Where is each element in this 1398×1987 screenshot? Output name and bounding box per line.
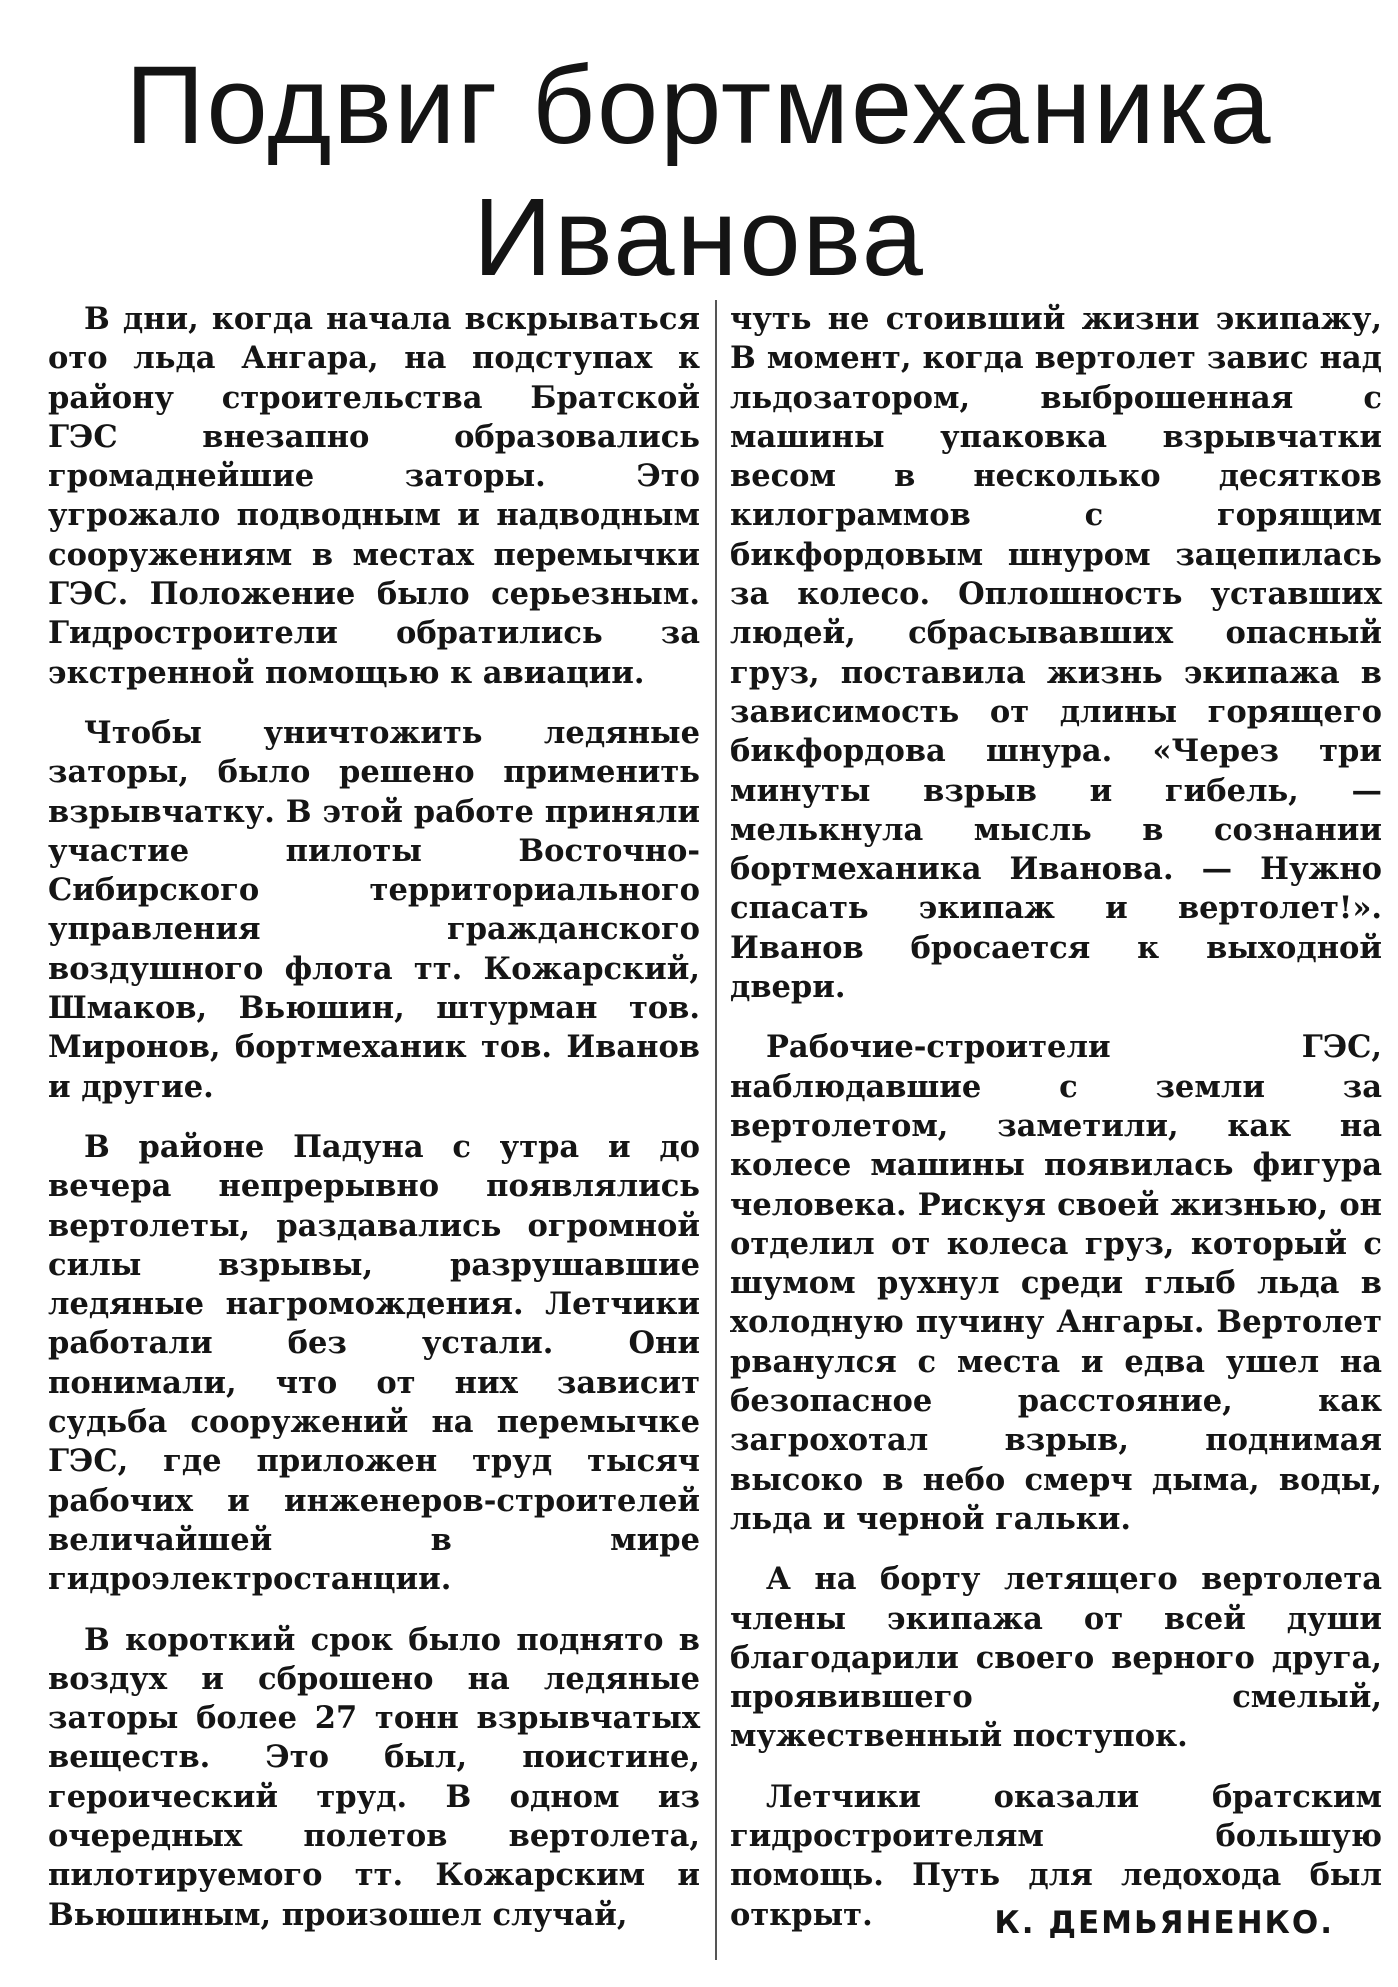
paragraph-3: В районе Падуна с утра и до вечера непрерывно появлялись вертолеты, раздавались огромной силы взрывы, разрушавшие ледяные нагромождения. Летчики работали без устали. Они понимали, что от них зависит судьба сооружений на перемычке ГЭС, где приложен труд тысяч рабочих и инженеров-строителей величайшей в мире гидроэлектростанции.	[48, 1128, 700, 1598]
article-title: Подвиг бортмеханика Иванова	[125, 44, 1273, 299]
paragraph-6: Рабочие-строители ГЭС, наблюдавшие с земли за вертолетом, заметили, как на колесе машины появилась фигура человека. Рискуя своей жизнью, он отделил от колеса груз, который с шумом рухнул среди глыб льда в холодную пучину Ангары. Вертолет рванулся с места и едва ушел на безопасное расстояние, как загрохотал взрыв, поднимая высоко в небо смерч дыма, воды, льда и черной гальки.	[730, 1029, 1382, 1537]
paragraph-2: Чтобы уничтожить ледяные заторы, было решено применить взрывчатку. В этой работе приняли участие пилоты Восточно-Сибирского территориального управления гражданского воздушного флота тт. Кожарский, Шмаков, Вьюшин, штурман тов. Миронов, бортмеханик тов. Иванов и другие.	[48, 714, 700, 1105]
left-column	[48, 300, 700, 1956]
paragraph-1: В дни, когда начала вскрываться ото льда Ангара, на подступах к району строительства Братской ГЭС внезапно образовались громаднейшие заторы. Это угрожало подводным и надводным сооружениям в местах перемычки ГЭС. Положение было серьезным. Гидростроители обратились за экстренной помощью к авиации.	[48, 301, 700, 691]
paragraph-4: В короткий срок было поднято в воздух и сброшено на ледяные заторы более 27 тонн взрывчатых веществ. Это был, поистине, героический труд. В одном из очередных полетов вертолета, пилотируемого тт. Кожарским и Вьюшиным, произошел случай,	[48, 1621, 700, 1933]
right-column	[730, 300, 1382, 1956]
paragraph-8: Летчики оказали братским гидростроителям большую помощь. Путь для ледохода был открыт.	[730, 1778, 1382, 1933]
column-divider	[715, 300, 717, 1960]
author-signature: К. ДЕМЬЯНЕНКО.	[994, 1905, 1334, 1941]
paragraph-7: А на борту летящего вертолета члены экипажа от всей души благодарили своего верного друга, проявившего смелый, мужественный поступок.	[730, 1561, 1382, 1755]
paragraph-5: чуть не стоивший жизни экипажу, В момент, когда вертолет завис над льдозатором, выброшенная с машины упаковка взрывчатки весом в несколько десятков килограммов с горящим бикфордовым шнуром зацепилась за колесо. Оплошность уставших людей, сбрасывавших опасный груз, поставила жизнь экипажа в зависимость от длины горящего бикфордова шнура. «Через три минуты взрыв и гибель, — мелькнула мысль в сознании бортмеханика Иванова. — Нужно спасать экипаж и вертолет!». Иванов бросается к выходной двери.	[730, 301, 1382, 1006]
